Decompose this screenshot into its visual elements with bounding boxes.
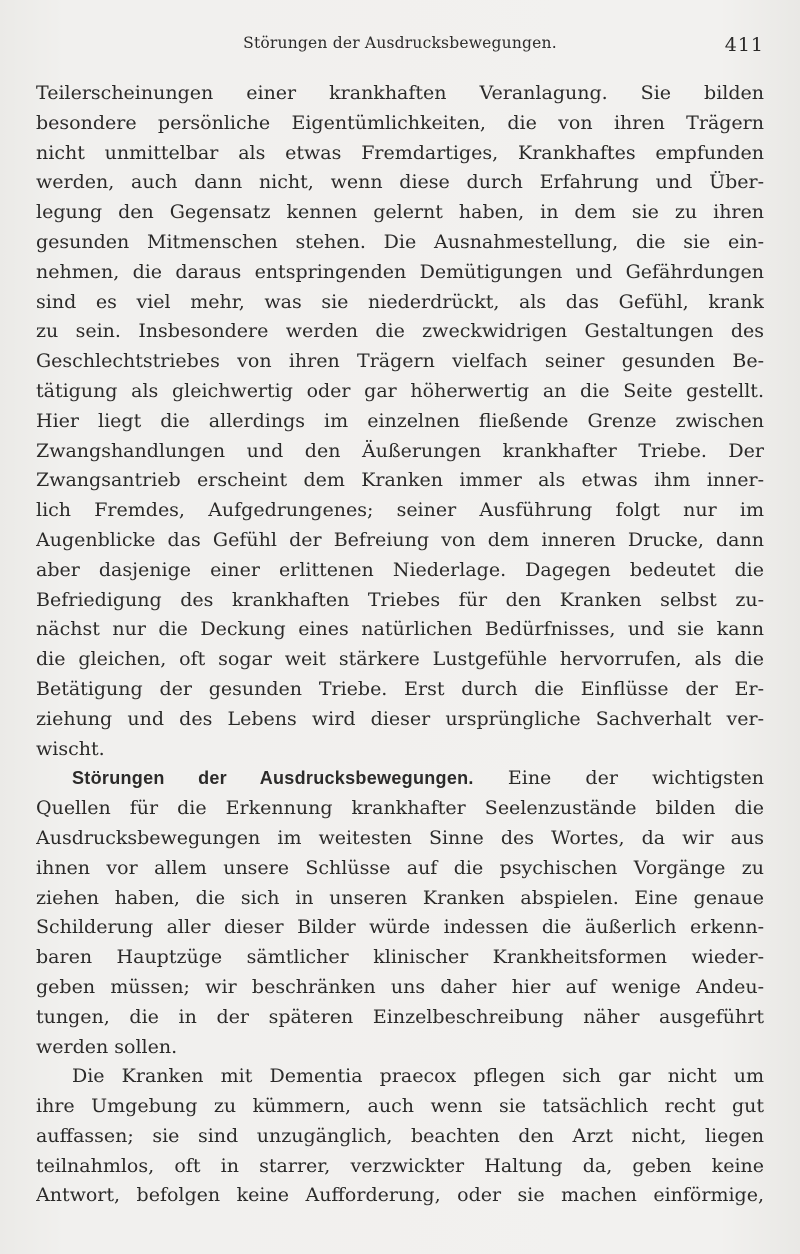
text-line: lich Fremdes, Aufgedrungenes; seiner Ausführung folgt nur im bbox=[36, 499, 764, 522]
text-line: aber dasjenige einer erlittenen Niederlage. Dagegen bedeutet die bbox=[36, 558, 764, 581]
section-first-line-text: Eine der wichtigsten bbox=[507, 767, 764, 790]
text-line: zu sein. Insbesondere werden die zweckwidrigen Gestaltungen des bbox=[36, 320, 764, 343]
text-line: werden, auch dann nicht, wenn diese durch Erfahrung und Über- bbox=[36, 171, 764, 194]
text-line: die gleichen, oft sogar weit stärkere Lustgefühle hervorrufen, als die bbox=[36, 648, 764, 671]
page-header bbox=[36, 34, 764, 58]
text-line: ihre Umgebung zu kümmern, auch wenn sie tatsächlich recht gut bbox=[36, 1095, 764, 1118]
text-line: Ausdrucksbewegungen im weitesten Sinne des Wortes, da wir aus bbox=[36, 826, 764, 849]
text-line: Augenblicke das Gefühl der Befreiung von dem inneren Drucke, dann bbox=[36, 528, 764, 551]
text-line: nehmen, die daraus entspringenden Demütigungen und Gefährdungen bbox=[36, 260, 764, 283]
text-line: nächst nur die Deckung eines natürlichen Bedürfnisses, und sie kann bbox=[36, 618, 764, 641]
running-head: Störungen der Ausdrucksbewegungen. bbox=[243, 34, 557, 52]
text-line: gesunden Mitmenschen stehen. Die Ausnahmestellung, die sie ein- bbox=[36, 230, 764, 253]
section-heading: Störungen der Ausdrucksbewegungen. bbox=[72, 768, 474, 789]
text-line: tätigung als gleichwertig oder gar höherwertig an die Seite gestellt. bbox=[36, 379, 764, 402]
text-line: legung den Gegensatz kennen gelernt haben, in dem sie zu ihren bbox=[36, 201, 764, 224]
body-text bbox=[36, 79, 764, 1211]
text-line: sind es viel mehr, was sie niederdrückt, als das Gefühl, krank bbox=[36, 290, 764, 313]
text-line: Antwort, befolgen keine Aufforderung, oder sie machen einförmige, bbox=[36, 1184, 764, 1207]
text-line: werden sollen. bbox=[36, 1035, 178, 1058]
text-line: Zwangsantrieb erscheint dem Kranken immer als etwas ihm inner- bbox=[36, 469, 764, 492]
section-first-line bbox=[36, 764, 764, 794]
page-number: 411 bbox=[724, 34, 764, 56]
text-line: ihnen vor allem unsere Schlüsse auf die psychischen Vorgänge zu bbox=[36, 856, 764, 879]
text-line: geben müssen; wir beschränken uns daher hier auf wenige Andeu- bbox=[36, 975, 764, 998]
text-line: Die Kranken mit Dementia praecox pflegen sich gar nicht um bbox=[72, 1065, 764, 1088]
text-line: tungen, die in der späteren Einzelbeschreibung näher ausgeführt bbox=[36, 1005, 764, 1028]
paragraph-dementia-praecox bbox=[36, 1062, 764, 1211]
paragraph-continuation bbox=[36, 79, 764, 764]
text-line: nicht unmittelbar als etwas Fremdartiges, Krankhaftes empfunden bbox=[36, 141, 764, 164]
text-line: teilnahmlos, oft in starrer, verzwickter Haltung da, geben keine bbox=[36, 1154, 764, 1177]
text-line: baren Hauptzüge sämtlicher klinischer Krankheitsformen wieder- bbox=[36, 946, 764, 969]
section-ausdrucksbewegungen bbox=[36, 764, 764, 1062]
text-line: Schilderung aller dieser Bilder würde indessen die äußerlich erkenn- bbox=[36, 916, 764, 939]
text-line: Geschlechtstriebes von ihren Trägern vielfach seiner gesunden Be- bbox=[36, 350, 764, 373]
text-line: wischt. bbox=[36, 737, 105, 760]
text-line: ziehen haben, die sich in unseren Kranken abspielen. Eine genaue bbox=[36, 886, 764, 909]
text-line: Betätigung der gesunden Triebe. Erst durch die Einflüsse der Er- bbox=[36, 677, 764, 700]
text-line: Zwangshandlungen und den Äußerungen krankhafter Triebe. Der bbox=[36, 439, 764, 462]
text-line: besondere persönliche Eigentümlichkeiten, die von ihren Trägern bbox=[36, 111, 764, 134]
text-line: Teilerscheinungen einer krankhaften Veranlagung. Sie bilden bbox=[36, 82, 764, 104]
text-line: Hier liegt die allerdings im einzelnen fließende Grenze zwischen bbox=[36, 409, 764, 432]
text-line: auffassen; sie sind unzugänglich, beachten den Arzt nicht, liegen bbox=[36, 1124, 764, 1147]
text-line: ziehung und des Lebens wird dieser ursprüngliche Sachverhalt ver- bbox=[36, 707, 764, 730]
text-line: Quellen für die Erkennung krankhafter Seelenzustände bilden die bbox=[36, 797, 764, 820]
text-line: Befriedigung des krankhaften Triebes für den Kranken selbst zu- bbox=[36, 588, 764, 611]
